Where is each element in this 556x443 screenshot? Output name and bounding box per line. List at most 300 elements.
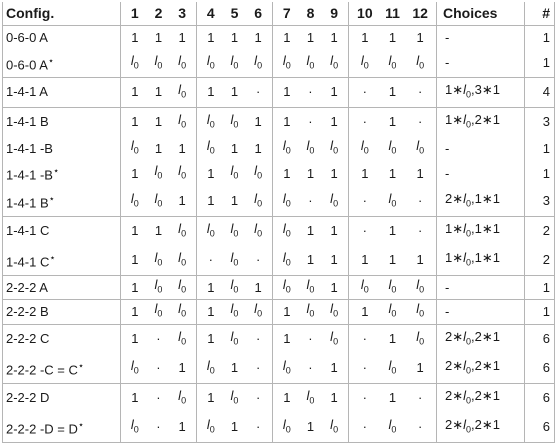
choices-cell: - xyxy=(437,160,525,187)
count-cell: 6 xyxy=(525,324,555,354)
value-cell: $l_0$ xyxy=(330,416,339,435)
value-cell: $l_0$ xyxy=(330,190,339,209)
value-cell: 1 xyxy=(361,165,369,181)
row-group xyxy=(3,324,555,383)
value-cell: 1 xyxy=(230,193,239,209)
header-config: Config. xyxy=(3,2,121,26)
value-group-cell xyxy=(349,324,437,354)
value-cell: 1 xyxy=(178,30,186,46)
value-cell: · xyxy=(417,223,423,239)
table-row xyxy=(3,324,555,354)
value-cell: 1 xyxy=(230,419,239,435)
value-cell: · xyxy=(308,360,313,376)
value-cell: $l_0$ xyxy=(282,137,291,156)
value-group-cell xyxy=(197,324,273,354)
value-cell: $l_0$ xyxy=(416,137,425,156)
value-cell: · xyxy=(308,193,313,209)
value-group-cell xyxy=(197,26,273,50)
value-cell: 1 xyxy=(330,165,338,181)
value-cell: $l_0$ xyxy=(206,220,215,239)
value-group-cell xyxy=(273,160,349,187)
config-cell: 0-6-0 A xyxy=(3,26,121,50)
value-cell: $l_0$ xyxy=(330,52,339,71)
value-group-cell xyxy=(273,383,349,413)
value-group-cell xyxy=(349,354,437,384)
value-group-cell xyxy=(121,137,197,160)
value-cell: $l_0$ xyxy=(254,52,263,71)
value-cell: · xyxy=(255,360,261,376)
table-row xyxy=(3,160,555,187)
choices-cell: $1∗l_0,1∗1$ xyxy=(437,246,525,276)
header-col: 12 xyxy=(412,5,428,21)
count-cell: 1 xyxy=(525,137,555,160)
value-group-cell xyxy=(349,383,437,413)
value-group-cell xyxy=(349,50,437,77)
header-cols-7-9 xyxy=(273,2,349,26)
value-cell: $l_0$ xyxy=(230,387,239,406)
value-cell: 1 xyxy=(330,84,338,100)
value-cell: $l_0$ xyxy=(306,387,315,406)
value-cell: · xyxy=(362,223,367,239)
value-cell: $l_0$ xyxy=(154,301,163,319)
value-cell: 1 xyxy=(388,30,397,46)
config-cell: 2-2-2 -D = D⋆ xyxy=(3,413,121,443)
value-group-cell xyxy=(197,50,273,77)
choices-cell: - xyxy=(437,26,525,50)
value-cell: · xyxy=(362,193,367,209)
value-group-cell xyxy=(197,246,273,276)
header-col: 9 xyxy=(330,5,339,21)
value-group-cell xyxy=(349,246,437,276)
header-col: 2 xyxy=(154,5,163,21)
value-group-cell xyxy=(197,160,273,187)
value-cell: 1 xyxy=(330,252,338,268)
value-cell: · xyxy=(362,114,367,130)
value-group-cell xyxy=(273,300,349,324)
table-row xyxy=(3,77,555,107)
value-group-cell xyxy=(273,413,349,443)
value-cell: 1 xyxy=(283,114,291,130)
choices-cell: $1∗l_0,3∗1$ xyxy=(437,77,525,107)
value-cell: 1 xyxy=(230,140,239,156)
value-cell: $l_0$ xyxy=(360,52,369,71)
value-cell: 1 xyxy=(361,30,369,46)
value-cell: 1 xyxy=(207,304,215,320)
value-cell: $l_0$ xyxy=(254,190,263,209)
value-cell: 1 xyxy=(131,223,139,239)
value-cell: 1 xyxy=(416,252,424,268)
value-cell: 1 xyxy=(254,30,262,46)
value-group-cell xyxy=(273,26,349,50)
header-col: 10 xyxy=(357,5,373,21)
choices-cell: - xyxy=(437,300,525,324)
table-row xyxy=(3,354,555,384)
config-cell: 2-2-2 C xyxy=(3,324,121,354)
value-cell: · xyxy=(417,114,423,130)
table-row xyxy=(3,50,555,77)
value-cell: $l_0$ xyxy=(178,328,187,347)
value-group-cell xyxy=(273,137,349,160)
count-cell: 1 xyxy=(525,300,555,324)
value-group-cell xyxy=(121,26,197,50)
table-row xyxy=(3,26,555,50)
value-cell: 1 xyxy=(330,279,338,295)
value-group-cell xyxy=(197,187,273,217)
count-cell: 1 xyxy=(525,160,555,187)
value-cell: 1 xyxy=(207,279,215,295)
header-col: 3 xyxy=(178,5,187,21)
value-cell: 1 xyxy=(330,223,338,239)
value-cell: · xyxy=(255,390,261,406)
value-cell: 1 xyxy=(283,331,291,347)
value-cell: 1 xyxy=(254,114,262,130)
value-group-cell xyxy=(349,216,437,246)
config-cell: 1-4-1 -B⋆ xyxy=(3,160,121,187)
value-cell: $l_0$ xyxy=(388,357,397,376)
value-group-cell xyxy=(197,413,273,443)
value-group-cell xyxy=(349,275,437,299)
value-cell: $l_0$ xyxy=(130,357,139,376)
value-cell: · xyxy=(308,114,313,130)
value-group-cell xyxy=(273,354,349,384)
value-cell: 1 xyxy=(131,390,139,406)
value-cell: 1 xyxy=(131,304,139,320)
row-group xyxy=(3,383,555,442)
value-cell: $l_0$ xyxy=(154,190,163,209)
value-cell: $l_0$ xyxy=(178,52,187,71)
value-group-cell xyxy=(349,137,437,160)
config-cell: 1-4-1 C⋆ xyxy=(3,246,121,276)
value-cell: · xyxy=(208,252,213,268)
value-cell: $l_0$ xyxy=(154,52,163,71)
value-cell: $l_0$ xyxy=(360,276,369,295)
value-cell: $l_0$ xyxy=(388,276,397,295)
value-group-cell xyxy=(197,107,273,137)
config-cell: 1-4-1 A xyxy=(3,77,121,107)
value-cell: 1 xyxy=(388,252,397,268)
header-cols-4-6 xyxy=(197,2,273,26)
value-cell: $l_0$ xyxy=(416,328,425,347)
value-cell: 1 xyxy=(178,140,186,156)
value-cell: 1 xyxy=(207,165,215,181)
value-cell: 1 xyxy=(178,193,186,209)
choices-cell: $2∗l_0,2∗1$ xyxy=(437,383,525,413)
value-group-cell xyxy=(121,216,197,246)
value-group-cell xyxy=(121,246,197,276)
value-cell: $l_0$ xyxy=(178,220,187,239)
value-cell: $l_0$ xyxy=(230,328,239,347)
value-group-cell xyxy=(273,216,349,246)
value-cell: · xyxy=(156,419,161,435)
value-group-cell xyxy=(197,354,273,384)
value-group-cell xyxy=(121,160,197,187)
value-cell: 1 xyxy=(306,419,315,435)
count-cell: 2 xyxy=(525,216,555,246)
header-col: 6 xyxy=(254,5,263,21)
value-cell: $l_0$ xyxy=(306,301,315,319)
value-cell: 1 xyxy=(388,331,397,347)
value-cell: $l_0$ xyxy=(254,220,263,239)
value-cell: $l_0$ xyxy=(416,52,425,71)
value-cell: 1 xyxy=(207,84,215,100)
value-cell: · xyxy=(255,84,261,100)
value-cell: $l_0$ xyxy=(230,162,239,181)
value-group-cell xyxy=(121,275,197,299)
value-group-cell xyxy=(273,77,349,107)
value-cell: 1 xyxy=(131,165,139,181)
header-col: 7 xyxy=(282,5,291,21)
count-cell: 1 xyxy=(525,50,555,77)
value-cell: 1 xyxy=(154,30,163,46)
value-cell: $l_0$ xyxy=(388,190,397,209)
value-cell: · xyxy=(156,331,161,347)
value-cell: 1 xyxy=(131,114,139,130)
value-cell: 1 xyxy=(131,279,139,295)
value-cell: $l_0$ xyxy=(178,81,187,100)
choices-cell: $2∗l_0,1∗1$ xyxy=(437,187,525,217)
count-cell: 1 xyxy=(525,26,555,50)
header-cols-10-12 xyxy=(349,2,437,26)
value-cell: $l_0$ xyxy=(282,52,291,71)
value-cell: 1 xyxy=(283,390,291,406)
value-cell: 1 xyxy=(154,223,163,239)
table-row xyxy=(3,246,555,276)
value-group-cell xyxy=(197,77,273,107)
count-cell: 3 xyxy=(525,107,555,137)
header-choices: Choices xyxy=(437,2,525,26)
value-cell: 1 xyxy=(131,252,139,268)
value-cell: · xyxy=(255,252,261,268)
value-cell: $l_0$ xyxy=(416,276,425,295)
table-row xyxy=(3,216,555,246)
value-cell: $l_0$ xyxy=(306,52,315,71)
value-group-cell xyxy=(197,300,273,324)
value-cell: · xyxy=(362,84,367,100)
count-cell: 3 xyxy=(525,187,555,217)
value-cell: $l_0$ xyxy=(154,276,163,295)
value-cell: 1 xyxy=(230,30,239,46)
value-cell: 1 xyxy=(207,193,215,209)
value-cell: · xyxy=(417,390,423,406)
config-cell: 2-2-2 -C = C⋆ xyxy=(3,354,121,384)
row-group xyxy=(3,300,555,324)
choices-cell: - xyxy=(437,137,525,160)
value-cell: 1 xyxy=(330,114,338,130)
config-cell: 1-4-1 -B xyxy=(3,137,121,160)
table-row xyxy=(3,137,555,160)
value-cell: 1 xyxy=(283,304,291,320)
value-cell: $l_0$ xyxy=(206,111,215,130)
value-cell: 1 xyxy=(131,84,139,100)
value-cell: $l_0$ xyxy=(178,301,187,319)
value-cell: $l_0$ xyxy=(360,137,369,156)
value-cell: $l_0$ xyxy=(178,249,187,268)
value-group-cell xyxy=(273,246,349,276)
value-group-cell xyxy=(349,300,437,324)
value-cell: $l_0$ xyxy=(254,301,263,319)
value-cell: 1 xyxy=(306,30,315,46)
value-cell: · xyxy=(308,84,313,100)
value-cell: · xyxy=(362,360,367,376)
header-col: 11 xyxy=(385,5,400,21)
value-cell: · xyxy=(255,419,261,435)
value-cell: 1 xyxy=(388,390,397,406)
choices-cell: $1∗l_0,2∗1$ xyxy=(437,107,525,137)
value-cell: 1 xyxy=(154,114,163,130)
config-cell: 2-2-2 B xyxy=(3,300,121,324)
value-cell: $l_0$ xyxy=(388,52,397,71)
choices-cell: $1∗l_0,1∗1$ xyxy=(437,216,525,246)
config-cell: 0-6-0 A⋆ xyxy=(3,50,121,77)
value-group-cell xyxy=(273,187,349,217)
row-group xyxy=(3,216,555,275)
value-cell: 1 xyxy=(178,419,186,435)
value-cell: $l_0$ xyxy=(230,249,239,268)
value-cell: 1 xyxy=(178,360,186,376)
value-group-cell xyxy=(273,50,349,77)
table-row xyxy=(3,107,555,137)
value-cell: 1 xyxy=(207,331,215,347)
value-cell: 1 xyxy=(306,165,315,181)
value-group-cell xyxy=(197,137,273,160)
value-cell: 1 xyxy=(388,165,397,181)
table-row xyxy=(3,187,555,217)
value-cell: 1 xyxy=(207,30,215,46)
value-group-cell xyxy=(197,216,273,246)
value-cell: $l_0$ xyxy=(306,276,315,295)
config-cell: 1-4-1 C xyxy=(3,216,121,246)
value-cell: 1 xyxy=(306,252,315,268)
value-cell: $l_0$ xyxy=(282,190,291,209)
value-cell: $l_0$ xyxy=(388,137,397,156)
value-cell: · xyxy=(362,419,367,435)
config-cell: 1-4-1 B⋆ xyxy=(3,187,121,217)
value-group-cell xyxy=(349,160,437,187)
value-cell: $l_0$ xyxy=(230,276,239,295)
value-cell: 1 xyxy=(254,279,262,295)
value-cell: · xyxy=(156,360,161,376)
value-cell: 1 xyxy=(230,360,239,376)
value-cell: 1 xyxy=(154,140,163,156)
table-row xyxy=(3,383,555,413)
value-cell: $l_0$ xyxy=(416,301,425,319)
value-cell: $l_0$ xyxy=(178,162,187,181)
header-col: 1 xyxy=(130,5,139,21)
value-cell: $l_0$ xyxy=(206,137,215,156)
value-cell: · xyxy=(255,331,261,347)
value-cell: $l_0$ xyxy=(230,111,239,130)
value-cell: 1 xyxy=(330,390,338,406)
value-cell: $l_0$ xyxy=(130,137,139,156)
value-cell: $l_0$ xyxy=(230,301,239,319)
value-group-cell xyxy=(349,77,437,107)
value-cell: · xyxy=(362,390,367,406)
value-cell: 1 xyxy=(283,30,291,46)
value-cell: $l_0$ xyxy=(282,220,291,239)
value-group-cell xyxy=(121,77,197,107)
header-col: 8 xyxy=(306,5,315,21)
value-cell: 1 xyxy=(361,304,369,320)
value-cell: $l_0$ xyxy=(388,301,397,319)
value-cell: 1 xyxy=(330,30,338,46)
value-group-cell xyxy=(273,275,349,299)
row-group xyxy=(3,275,555,299)
value-cell: 1 xyxy=(388,84,397,100)
value-cell: · xyxy=(308,331,313,347)
value-cell: $l_0$ xyxy=(254,162,263,181)
value-cell: 1 xyxy=(388,223,397,239)
value-cell: 1 xyxy=(306,223,315,239)
value-cell: · xyxy=(417,419,423,435)
value-cell: · xyxy=(417,193,423,209)
choices-cell: $2∗l_0,2∗1$ xyxy=(437,324,525,354)
table-row xyxy=(3,300,555,324)
value-cell: 1 xyxy=(131,331,139,347)
value-cell: $l_0$ xyxy=(282,416,291,435)
count-cell: 6 xyxy=(525,413,555,443)
value-cell: $l_0$ xyxy=(306,137,315,156)
value-cell: $l_0$ xyxy=(206,52,215,71)
value-cell: $l_0$ xyxy=(154,249,163,268)
value-cell: $l_0$ xyxy=(330,301,339,319)
value-group-cell xyxy=(197,383,273,413)
value-cell: $l_0$ xyxy=(282,249,291,268)
count-cell: 6 xyxy=(525,383,555,413)
value-cell: 1 xyxy=(207,390,215,406)
value-group-cell xyxy=(197,275,273,299)
value-group-cell xyxy=(121,354,197,384)
value-cell: $l_0$ xyxy=(330,328,339,347)
value-group-cell xyxy=(121,383,197,413)
value-cell: $l_0$ xyxy=(130,416,139,435)
choices-cell: $2∗l_0,2∗1$ xyxy=(437,354,525,384)
value-group-cell xyxy=(349,187,437,217)
choices-cell: $2∗l_0,2∗1$ xyxy=(437,413,525,443)
value-group-cell xyxy=(121,50,197,77)
value-cell: $l_0$ xyxy=(230,220,239,239)
value-cell: $l_0$ xyxy=(206,357,215,376)
choices-cell: - xyxy=(437,50,525,77)
value-group-cell xyxy=(121,413,197,443)
value-cell: $l_0$ xyxy=(330,137,339,156)
value-cell: $l_0$ xyxy=(154,162,163,181)
row-group xyxy=(3,77,555,107)
choices-cell: - xyxy=(437,275,525,299)
value-cell: $l_0$ xyxy=(178,387,187,406)
table-row xyxy=(3,275,555,299)
count-cell: 6 xyxy=(525,354,555,384)
configuration-table xyxy=(2,2,555,443)
header-count: # xyxy=(525,2,555,26)
config-cell: 2-2-2 D xyxy=(3,383,121,413)
count-cell: 2 xyxy=(525,246,555,276)
header-col: 5 xyxy=(230,5,239,21)
value-cell: $l_0$ xyxy=(282,276,291,295)
header-col: 4 xyxy=(206,5,215,21)
table-row xyxy=(3,413,555,443)
value-cell: $l_0$ xyxy=(130,52,139,71)
value-group-cell xyxy=(349,26,437,50)
value-group-cell xyxy=(349,107,437,137)
value-group-cell xyxy=(121,187,197,217)
value-cell: 1 xyxy=(230,84,239,100)
value-group-cell xyxy=(273,324,349,354)
value-cell: 1 xyxy=(283,84,291,100)
value-cell: 1 xyxy=(283,165,291,181)
count-cell: 1 xyxy=(525,275,555,299)
table-header xyxy=(3,2,555,26)
value-cell: $l_0$ xyxy=(206,416,215,435)
